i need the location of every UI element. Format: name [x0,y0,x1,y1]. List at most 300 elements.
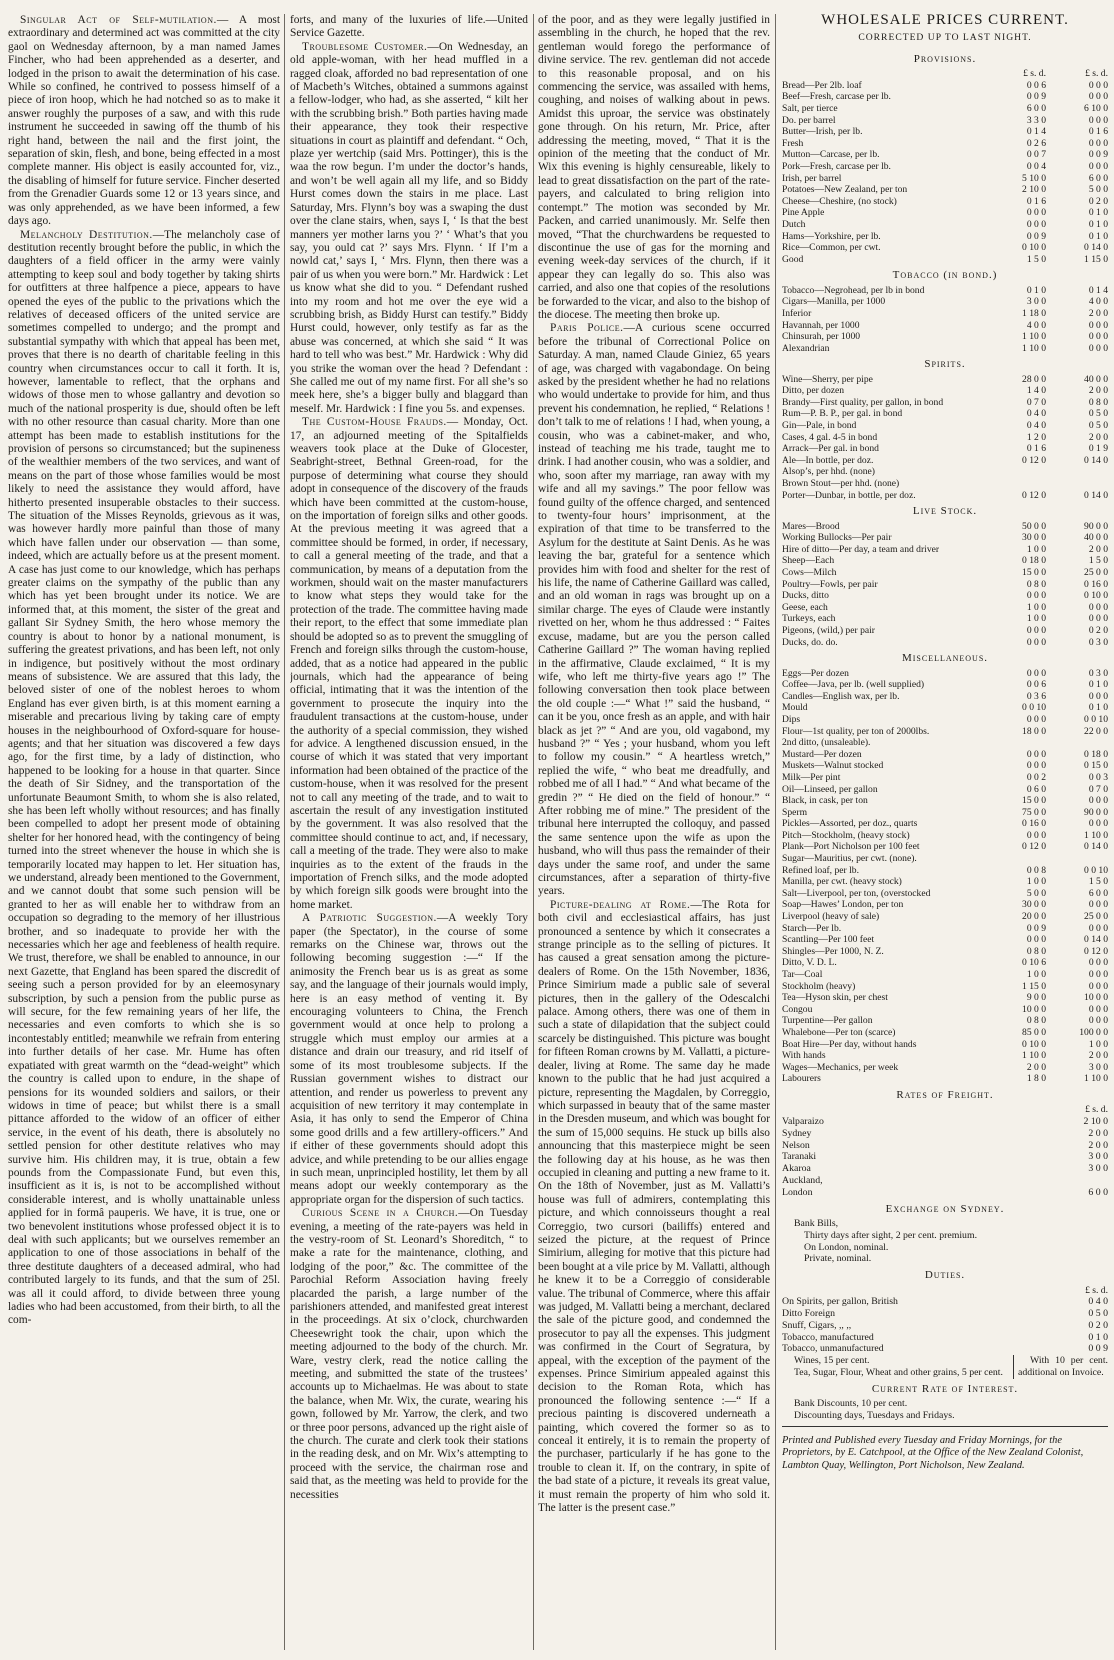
price-label: London [782,1186,813,1198]
price-high: 0 14 0 [1084,841,1108,853]
price-row [782,726,1108,738]
price-label: Taranaki [782,1151,817,1163]
price-label: Cows—Milch [782,567,837,578]
price-high: 0 14 0 [1084,489,1108,501]
money-header [782,68,1108,80]
price-label: Congou [782,1003,813,1015]
price-label: Mould [782,702,808,714]
section-heading-interest: Current Rate of Interest. [871,1382,1019,1395]
price-row [782,408,1108,420]
price-value [1038,1175,1108,1187]
price-low: 30 0 0 [1022,899,1046,911]
price-row [782,443,1108,455]
price-row [782,579,1108,591]
price-low: 0 0 2 [1026,771,1046,783]
price-label: Ditto, per dozen [782,385,845,397]
price-high: 0 15 0 [1084,760,1108,772]
price-row [782,899,1108,911]
price-high: 100 0 0 [1079,1026,1108,1038]
price-high: 0 0 0 [1088,899,1108,911]
price-high: 0 7 0 [1088,783,1108,795]
price-label: Flour—1st quality, per ton of 2000lbs. [782,725,930,737]
price-label: Ale—In bottle, per doz. [782,454,874,466]
price-label: Sheep—Each [782,555,835,567]
price-label: Pickles—Assorted, per doz., quarts [782,818,918,830]
interest-list [782,1398,1108,1422]
price-high: 0 5 0 [1088,408,1108,420]
price-low: 0 10 6 [1022,957,1046,969]
price-high [1046,478,1108,490]
price-low [984,737,1046,749]
price-high: 40 0 0 [1084,373,1108,385]
article-melancholy-destitution [8,229,280,1328]
price-low [984,466,1046,478]
price-label: Mutton—Carcase, per lb. [782,149,880,161]
interest-line: Bank Discounts, 10 per cent. [794,1398,908,1410]
price-row [782,1343,1108,1355]
price-label: Chinsurah, per 1000 [782,331,861,343]
price-label: 2nd ditto, (unsaleable). [782,737,871,749]
price-high: 0 0 9 [1088,149,1108,161]
price-row [782,207,1108,219]
price-label: Eggs—Per dozen [782,667,849,679]
price-row [782,1308,1108,1320]
price-row [782,126,1108,138]
price-high: 0 1 0 [1088,218,1108,230]
price-row [782,242,1108,254]
price-label: Cheese—Cheshire, (no stock) [782,195,897,207]
price-row [782,219,1108,231]
article-heading: Picture-dealing at Rome. [550,898,691,911]
price-high: 5 0 0 [1088,184,1108,196]
price-row [782,138,1108,150]
price-label: Wine—Sherry, per pipe [782,373,873,385]
price-low: 1 10 0 [1022,1050,1046,1062]
price-low: 0 0 0 [1026,218,1046,230]
price-high: 0 0 0 [1088,795,1108,807]
price-label: Tobacco, manufactured [782,1331,874,1343]
price-row [782,231,1108,243]
price-label: Brandy—First quality, per gallon, in bond [782,396,944,408]
price-low: 1 0 0 [1026,543,1046,555]
price-label: Bread—Per 2lb. loaf [782,79,862,91]
price-low: 0 4 0 [1026,420,1046,432]
price-row [782,613,1108,625]
price-row [782,668,1108,680]
price-row [782,385,1108,397]
price-label: Havannah, per 1000 [782,319,860,331]
price-label: On Spirits, per gallon, British [782,1296,898,1308]
price-label: Candles—English wax, per lb. [782,690,900,702]
price-row [782,760,1108,772]
price-label: Dutch [782,218,806,230]
price-low: 3 3 0 [1026,114,1046,126]
price-row [782,1140,1108,1152]
price-high: 2 0 0 [1088,543,1108,555]
price-row [782,625,1108,637]
price-row [782,544,1108,556]
price-label: Oil—Linseed, per gallon [782,783,878,795]
price-low: 0 1 6 [1026,195,1046,207]
price-high: 1 10 0 [1084,829,1108,841]
price-high: 0 16 0 [1084,578,1108,590]
price-high: 90 0 0 [1084,520,1108,532]
price-label: Working Bullocks—Per pair [782,532,892,544]
price-high: 0 0 0 [1088,1015,1108,1027]
price-low: 0 6 0 [1026,783,1046,795]
price-low: 0 0 0 [1026,748,1046,760]
price-label: Turpentine—Per gallon [782,1015,873,1027]
price-row [782,737,1108,749]
price-low: 18 0 0 [1022,725,1046,737]
article-heading: Paris Police. [550,322,624,335]
price-low: 0 7 0 [1026,396,1046,408]
spirits-table [782,374,1108,502]
price-row [782,1073,1108,1085]
price-row [782,888,1108,900]
price-low: 50 0 0 [1022,520,1046,532]
price-low: 0 0 6 [1026,679,1046,691]
price-label: Irish, per barrel [782,172,842,184]
price-label: Salt, per tierce [782,103,838,114]
price-row [782,254,1108,266]
price-row [782,602,1108,614]
price-high: 0 0 0 [1088,137,1108,149]
price-row [782,714,1108,726]
price-high: 2 0 0 [1088,385,1108,397]
price-row [782,818,1108,830]
price-high: 0 0 0 [1088,79,1108,91]
price-high: 0 5 0 [1088,420,1108,432]
tobacco-table [782,285,1108,355]
price-row [782,795,1108,807]
section-heading-freight: Rates of Freight. [896,1088,994,1101]
price-row [782,637,1108,649]
price-low [984,478,1046,490]
price-high: 0 0 3 [1088,771,1108,783]
article-body: —A curious scene occurred before the tribunal of Correctional Police on Saturday. A man, named Claude Giniez, 65 years of age, was charged with vagabondage. On being asked by the president whether he had no relations who would undertake to provide for him, and thus prevent his condemnation, he replied, “ Relations ! don’t talk to me of relations ! I had, when young, a cousin, who was a cabinet-maker, and who, instead of teaching me his trade, taught me to drink. I had another cousin, who was a soldier, and who, soon after my marriage, ran away with my wife and all my savings.” The poor fellow was found guilty of the offence charged, and sentenced to twenty-four hours’ imprisonment, at the expiration of that time to be transferred to the Asylum for the destitute at Saint Denis. As he was leaving the bar, grateful for a sentence which provides him with food and shelter for the rest of his life, the name of Catherine Gaillard was called, and an old woman in rags was brought up on a similar charge. The eyes of Claude were instantly rivetted on her, whom he thus addressed : “ Faites excuse, madame, but are you the person called Catherine Gaillard ?” The woman having replied in the affirmative, Claude exclaimed, “ It is my wife, who left me thirty-five years ago !” The following conversation then took place between the old couple :—“ What !” said the husband, “ can it be you, once fresh as an apple, and with hair black as jet ?” “ And are you, old vagabond, my husband ?” “ Yes ; your husband, whom you left to follow my cousin.” “ A heartless wretch,” replied the wife, “ who beat me dreadfully, and robbed me of all I had.” “ And what became of the gredin ?” “ He died on the field of honour.” “ After robbing me of mine.” The president of the tribunal here interrupted the colloquy, and passed the same sentence upon the wife as upon the husband, who will thus pass the remainder of their days under the same roof, and under the same circumstances, after a separation of thirty-five years. [538,322,770,898]
price-row [782,397,1108,409]
article-troublesome-customer [290,41,528,416]
price-value: 0 4 0 [1088,1296,1108,1308]
price-value: 0 5 0 [1088,1307,1108,1319]
misc-table [782,668,1108,1085]
price-high: 0 3 0 [1088,667,1108,679]
price-high: 0 1 6 [1088,126,1108,138]
section-heading-provisions: Provisions. [913,52,977,65]
price-low: 0 0 0 [1026,934,1046,946]
price-row [782,320,1108,332]
price-low: 85 0 0 [1022,1026,1046,1038]
price-low: 0 3 6 [1026,690,1046,702]
price-high: 90 0 0 [1084,806,1108,818]
price-label: Arrack—Per gal. in bond [782,443,879,455]
exchange-list [782,1218,1108,1265]
price-row [782,772,1108,784]
interest-line: Discounting days, Tuesdays and Fridays. [794,1409,955,1421]
price-label: Starch—Per lb. [782,922,842,934]
price-low: 0 0 9 [1026,91,1046,103]
price-high: 0 0 0 [1088,690,1108,702]
price-label: Rice—Common, per cwt. [782,242,881,254]
price-label: Nelson [782,1139,810,1151]
article-patriotic-suggestion [290,912,528,1207]
section-heading-misc: Miscellaneous. [901,652,989,665]
price-high: 4 0 0 [1088,296,1108,308]
price-high: 25 0 0 [1084,567,1108,578]
price-low: 0 0 7 [1026,149,1046,161]
price-row [782,865,1108,877]
price-low: 0 4 0 [1026,408,1046,420]
price-high: 0 18 0 [1084,748,1108,760]
price-row [782,702,1108,714]
price-high: 0 0 0 [1088,331,1108,343]
exchange-line: Bank Bills, [794,1217,839,1229]
price-low: 0 0 0 [1026,829,1046,841]
article-body: —On Tuesday evening, a meeting of the rate-payers was held in the vestry-room of St. Leonard’s Shoreditch, “ to make a rate for the maintenance, clothing, and lodging of the poor,” &c. The committee of the Parochial Reform Association having freely placarded the parish, a large number of the parishioners attended, and manifested great interest in the proceedings. At six o’clock, churchwarden Cheesewright took the chair, upon which the meeting adjourned to the body of the church. Mr. Ware, vestry clerk, read the notice calling the meeting, and submitted the state of the trustees’ accounts up to Michaelmas. He was about to state the balance, when Mr. Wix, the curate, wearing his gown, followed by Mr. Yarrow, the clerk, and two or three poor persons, advanced up the right aisle of the church. The curate and clerk took their stations in the reading desk, and on Mr. Wix’s attempting to proceed with the service, the chairman rose and said that, as the meeting was held to provide for the necessities [290,1207,528,1501]
price-row [782,521,1108,533]
price-row [782,946,1108,958]
price-row [782,432,1108,444]
article-body: — A most extraordinary and determined act was committed at the city gaol on Wednesday afternoon, by a man named James Fincher, who had been apprehended as a deserter, and lodged in the prison to await the determination of his case. While so confined, he contrived to possess himself of a piece of iron hoop, which he had notched so as to make it answer roughly the purposes of a saw, and with this rude instrument he succeeded in sawing off the thumb of his right hand, between the nail and the first joint, the separation of skin, flesh, and bone, being effected in a most complete manner. His object is easily accounted for, viz., the disabling of himself for future service. Fincher deserted from the Grenadier Guards some 12 or 13 years since, and was only apprehended, as we have been informed, a few days ago. [8,14,280,228]
price-row [782,876,1108,888]
price-label: Ditto, V. D. L. [782,957,837,969]
price-low: 10 0 0 [1022,1003,1046,1015]
price-value: 2 0 0 [1088,1139,1108,1151]
price-high [1046,853,1108,865]
price-label: Hire of ditto—Per day, a team and driver [782,543,940,555]
price-row [782,969,1108,981]
column-divider [284,14,285,1650]
section-heading-exchange: Exchange on Sydney. [885,1202,1005,1215]
price-row [782,1004,1108,1016]
imprint-rule [782,1426,1108,1427]
price-label: Tobacco—Negrohead, per lb in bond [782,284,925,296]
price-row [782,992,1108,1004]
price-low: 15 0 0 [1022,567,1046,578]
price-label: Whalebone—Per ton (scarce) [782,1026,896,1038]
price-row [782,1050,1108,1062]
price-high: 3 0 0 [1088,1061,1108,1073]
price-value: 3 0 0 [1088,1151,1108,1163]
invoice-note-brace [1013,1355,1108,1379]
price-low: 0 0 0 [1026,207,1046,219]
price-high: 0 0 0 [1088,980,1108,992]
price-low: 1 0 0 [1026,969,1046,980]
price-label: Stockholm (heavy) [782,980,856,992]
price-low: 9 0 0 [1026,992,1046,1004]
price-label: Plank—Port Nicholson per 100 feet [782,841,920,853]
price-label: Salt—Liverpool, per ton, (overstocked [782,887,931,899]
price-high: 0 1 9 [1088,443,1108,455]
price-low: 0 0 10 [1022,702,1046,714]
price-label: Coffee—Java, per lb. (well supplied) [782,679,925,691]
freight-table [782,1116,1108,1199]
price-label: Gin—Pale, in bond [782,420,857,432]
price-row [782,1332,1108,1344]
price-high: 0 3 0 [1088,636,1108,648]
price-label: Alexandrian [782,342,830,354]
price-high: 0 0 0 [1088,342,1108,354]
exchange-line: Private, nominal. [804,1253,872,1265]
price-low: 0 8 0 [1026,578,1046,590]
provisions-table [782,80,1108,266]
price-low: 75 0 0 [1022,806,1046,818]
price-row [782,691,1108,703]
price-high: 0 14 0 [1084,454,1108,466]
price-high [1046,737,1108,749]
article-heading: The Custom-House Frauds. [302,416,447,429]
price-low: 1 5 0 [1026,253,1046,265]
price-label: Pine Apple [782,207,825,219]
price-label: Poultry—Fowls, per pair [782,578,878,590]
price-row [782,957,1108,969]
price-row [782,196,1108,208]
price-label: Shingles—Per 1000, N. Z. [782,945,884,957]
price-row [782,374,1108,386]
section-heading-duties: Duties. [924,1269,966,1282]
price-high: 0 0 0 [1088,601,1108,613]
price-high [1046,466,1108,478]
price-high: 2 0 0 [1088,1050,1108,1062]
tea-duty: Tea, Sugar, Flour, Wheat and other grains, 5 per cent. [794,1366,1003,1378]
price-high: 0 8 0 [1088,396,1108,408]
price-low: 1 15 0 [1022,980,1046,992]
invoice-note: With 10 per cent. additional on Invoice. [1018,1355,1108,1378]
price-row [782,749,1108,761]
price-row [782,853,1108,865]
ad-valorem-duties [782,1355,1108,1379]
price-label: Butter—Irish, per lb. [782,126,863,138]
price-low: 0 10 0 [1022,242,1046,254]
price-low: 5 10 0 [1022,172,1046,184]
price-high: 1 5 0 [1088,876,1108,888]
price-label: Cases, 4 gal. 4-5 in bond [782,431,878,443]
price-row [782,830,1108,842]
price-high: 0 10 0 [1084,590,1108,602]
price-label: Manilla, per cwt. (heavy stock) [782,876,902,888]
price-label: Turkeys, each [782,613,836,625]
price-label: Scantling—Per 100 feet [782,934,875,946]
price-low: 0 12 0 [1022,841,1046,853]
price-label: Brown Stout—per hhd. (none) [782,478,900,490]
price-label: Mustard—Per dozen [782,748,862,760]
price-low: 5 0 0 [1026,887,1046,899]
price-low: 15 0 0 [1022,795,1046,807]
exchange-line: On London, nominal. [804,1241,889,1253]
section-heading-spirits: Spirits. [924,358,966,371]
price-row [782,532,1108,544]
price-low: 1 0 0 [1026,613,1046,625]
price-low: 1 8 0 [1026,1073,1046,1085]
price-row [782,807,1108,819]
article-continuation: forts, and many of the luxuries of life.—United Service Gazette. [290,14,528,40]
price-row [782,555,1108,567]
price-high: 0 0 10 [1084,864,1108,876]
section-heading-tobacco: Tobacco (in bond.) [892,269,998,282]
money-header-high: £ s. d. [1085,68,1108,80]
price-row [782,161,1108,173]
price-low: 0 12 0 [1022,454,1046,466]
price-row [782,784,1108,796]
freight-money-header [782,1104,1108,1116]
price-label: Geese, each [782,601,828,613]
price-high: 0 2 0 [1088,624,1108,636]
price-low: 0 0 0 [1026,760,1046,772]
price-low: 1 10 0 [1022,331,1046,343]
price-row [782,934,1108,946]
price-label: Porter—Dunbar, in bottle, per doz. [782,489,916,501]
freight-money-header-label: £ s. d. [1085,1104,1108,1116]
price-high: 0 14 0 [1084,934,1108,946]
price-label: With hands [782,1050,826,1062]
price-label: Hams—Yorkshire, per lb. [782,230,881,242]
price-low: 0 0 0 [1026,624,1046,636]
price-label: Liverpool (heavy of sale) [782,911,880,923]
price-row [782,1163,1108,1175]
price-high: 1 15 0 [1084,253,1108,265]
price-value: 6 0 0 [1088,1186,1108,1198]
price-high: 0 0 0 [1088,957,1108,969]
price-label: Ducks, ditto [782,590,829,602]
price-low [984,853,1046,865]
price-low: 1 18 0 [1022,307,1046,319]
price-row [782,1128,1108,1140]
price-high: 0 14 0 [1084,242,1108,254]
article-paris-police [538,322,770,898]
price-low: 1 0 0 [1026,876,1046,888]
price-label: Refined loaf, per lb. [782,864,859,876]
price-low: 0 16 0 [1022,818,1046,830]
price-label: Akaroa [782,1163,811,1175]
price-high: 6 0 0 [1088,887,1108,899]
price-value: 0 2 0 [1088,1319,1108,1331]
duties-money-header [782,1285,1108,1297]
price-label: Ducks, do. do. [782,636,838,648]
price-label: Valparaizo [782,1115,824,1127]
price-row [782,1027,1108,1039]
article-picture-dealing [538,899,770,1516]
price-row [782,343,1108,355]
wines-duty: Wines, 15 per cent. [794,1355,870,1367]
article-self-mutilation [8,14,280,229]
price-low: 20 0 0 [1022,911,1046,923]
price-high: 0 0 0 [1088,319,1108,331]
price-label: Good [782,253,804,265]
price-low: 0 8 0 [1026,1015,1046,1027]
section-heading-livestock: Live Stock. [912,505,978,518]
price-row [782,91,1108,103]
price-label: Tobacco, unmanufactured [782,1343,884,1355]
price-high: 0 1 0 [1088,679,1108,691]
price-label: Mares—Brood [782,520,840,532]
price-row [782,103,1108,115]
price-row [782,679,1108,691]
price-row [782,1039,1108,1051]
price-high: 0 0 0 [1088,613,1108,625]
price-low: 0 0 0 [1026,590,1046,602]
price-low: 3 0 0 [1026,296,1046,308]
price-label: Boat Hire—Per day, without hands [782,1038,917,1050]
price-row [782,490,1108,502]
price-high: 6 10 0 [1084,103,1108,114]
price-high: 0 0 0 [1088,91,1108,103]
price-low: 0 1 6 [1026,443,1046,455]
price-row [782,1116,1108,1128]
price-label: Sugar—Mauritius, per cwt. (none). [782,853,917,865]
price-row [782,841,1108,853]
money-header-low: £ s. d. [1023,68,1046,80]
